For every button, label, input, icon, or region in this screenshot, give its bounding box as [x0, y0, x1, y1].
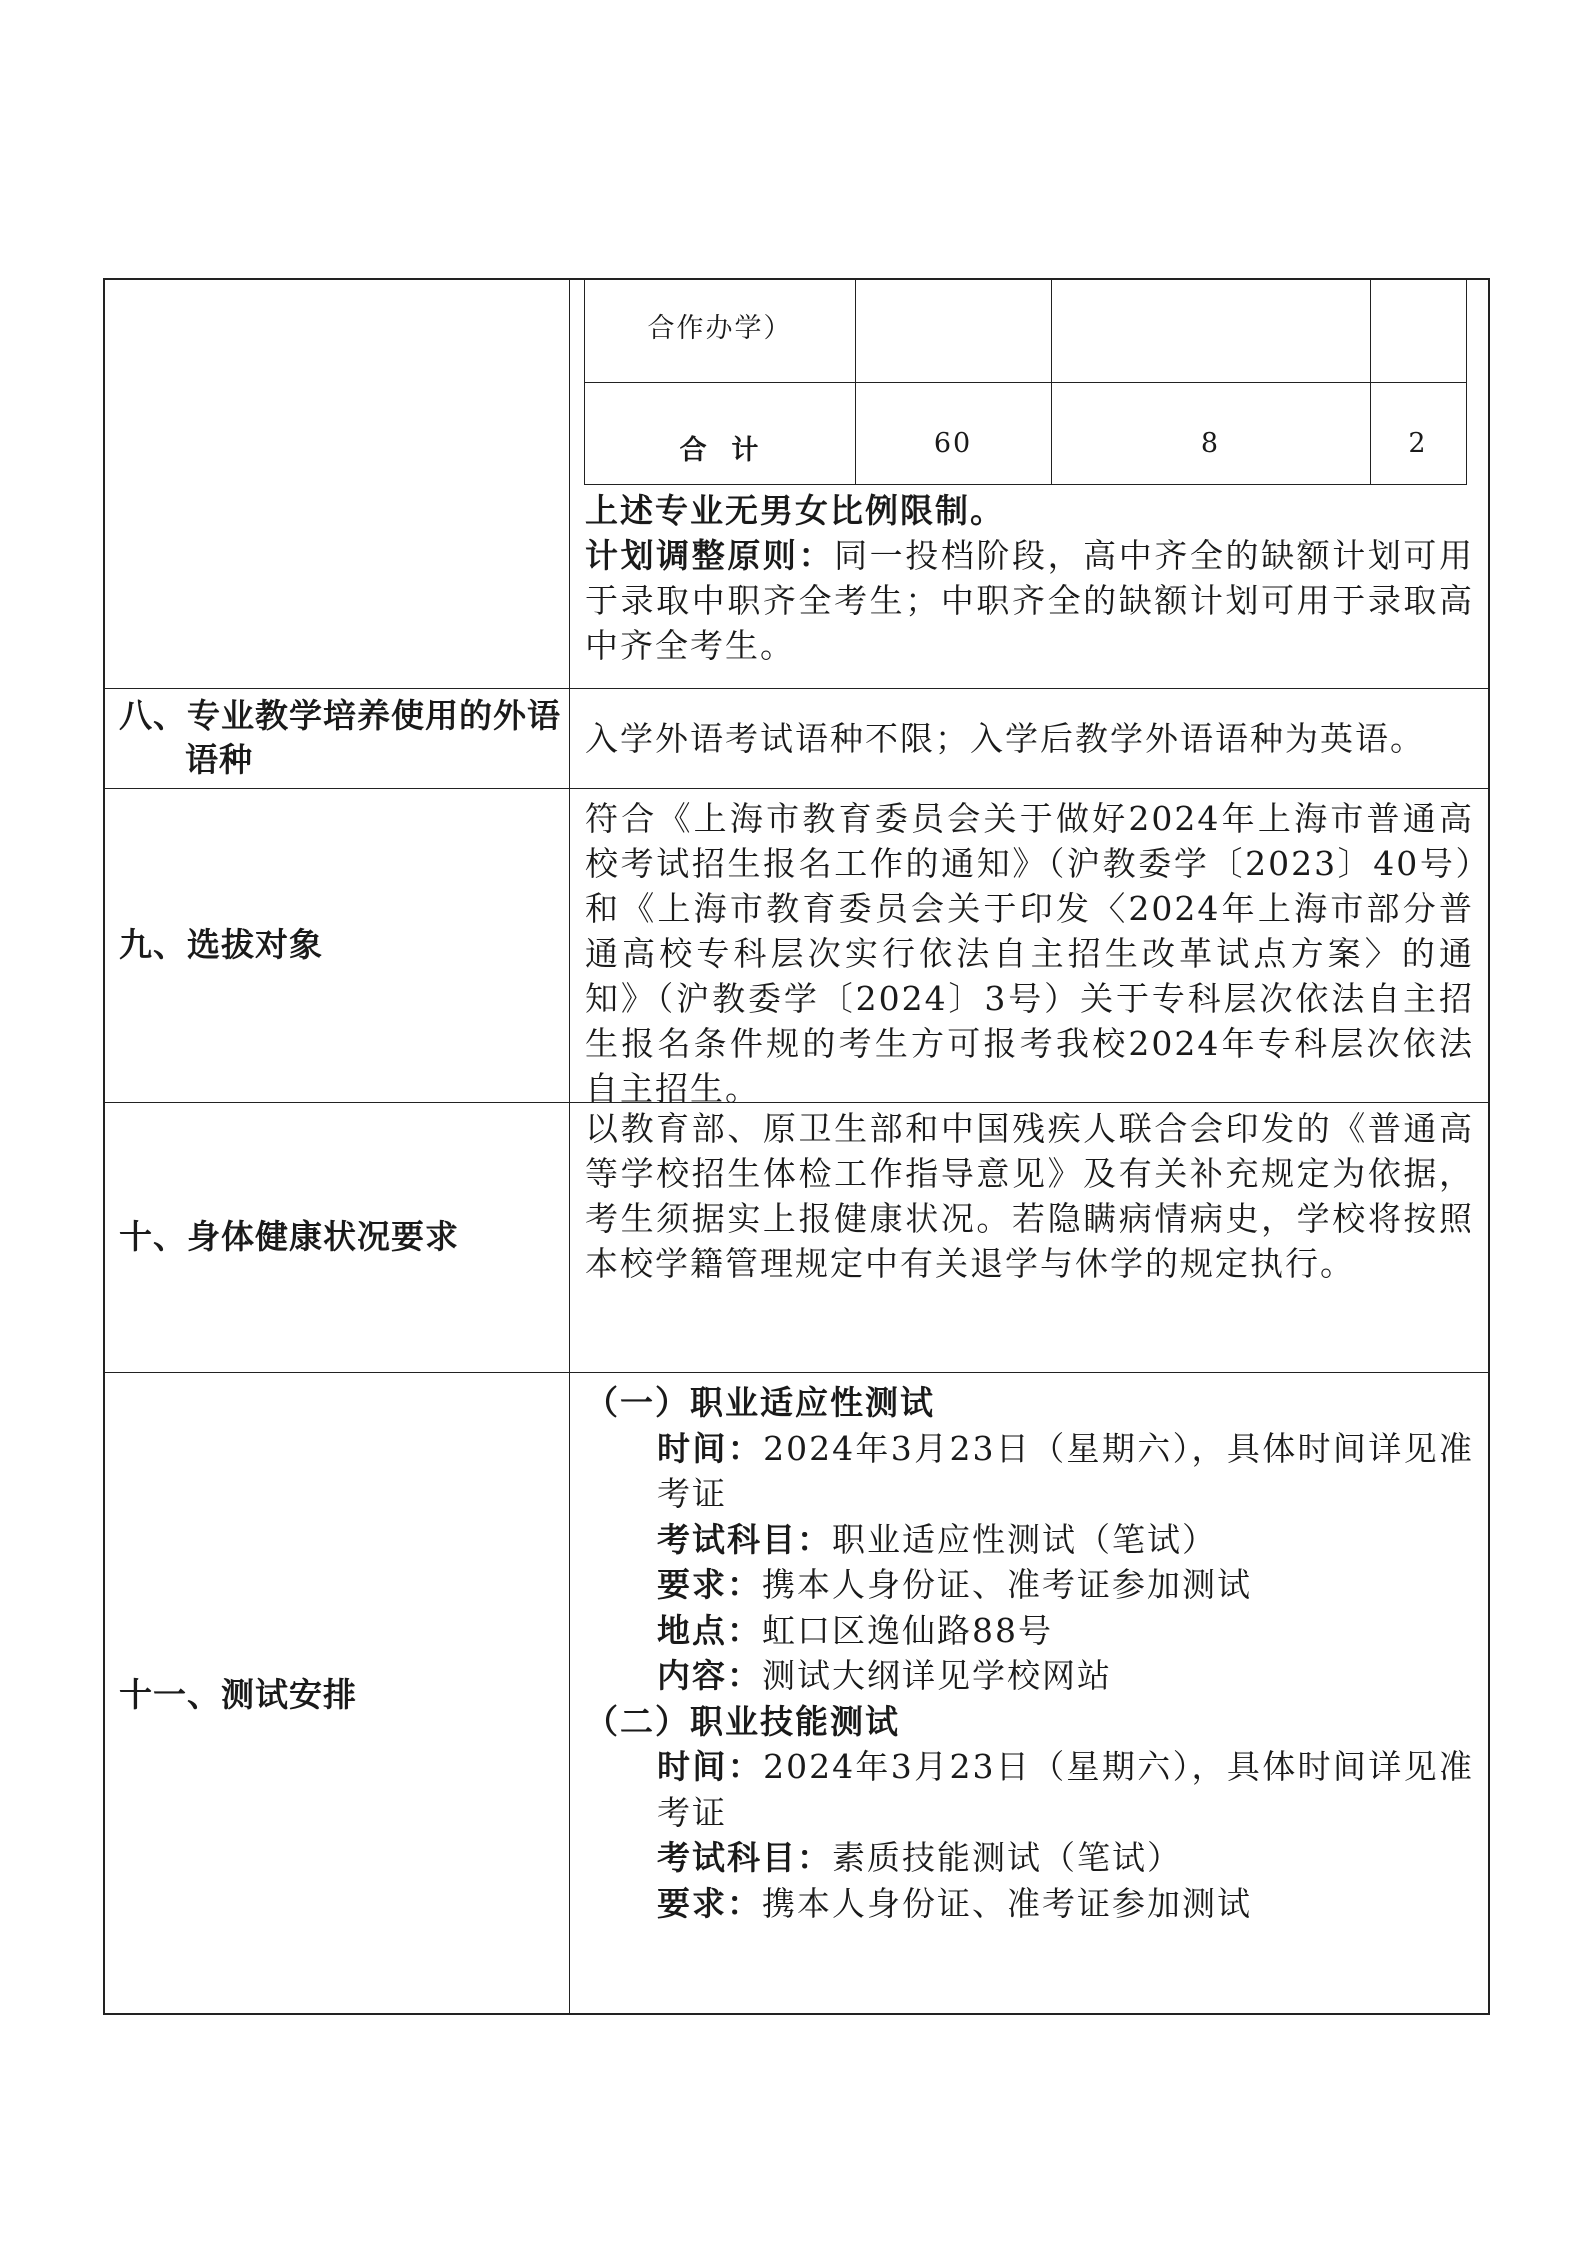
table-row-eligibility	[105, 788, 1488, 1108]
label-health: 十、身体健康状况要求	[119, 1217, 459, 1256]
label-language: 八、专业教学培养使用的外语 语种	[119, 696, 561, 779]
section-1-place: 地点：虹口区逸仙路88号	[657, 1610, 1053, 1650]
main-table	[103, 278, 1490, 2015]
table-row-test	[105, 1372, 1488, 2017]
table-row-plan	[105, 280, 1488, 688]
label-test: 十一、测试安排	[119, 1674, 357, 1714]
inner-cell-total-2: 8	[1200, 428, 1221, 459]
content-test	[571, 1380, 1488, 1926]
inner-quota-table	[584, 280, 1467, 485]
table-row-health	[105, 1102, 1488, 1372]
adjust-principle: 计划调整原则：同一投档阶段，高中齐全的缺额计划可用于录取中职齐全考生；中职齐全的缺额计划可用于录取高中齐全考生。	[585, 536, 1475, 665]
section-1-requirement: 要求：携本人身份证、准考证参加测试	[657, 1565, 1252, 1604]
content-language: 入学外语考试语种不限；入学后教学外语语种为英语。	[585, 718, 1425, 758]
section-2-time: 时间：2024年3月23日（星期六），具体时间详见准考证	[657, 1747, 1474, 1832]
content-eligibility: 符合《上海市教育委员会关于做好2024年上海市普通高校考试招生报名工作的通知》（沪教委学〔2023〕40号）和《上海市教育委员会关于印发〈2024年上海市部分普通高校专科层次实行依法自主招生改革试点方案〉的通知》（沪教委学〔2024〕3号）关于专科层次依法自主招生报名条件规的考生方可报考我校2024年专科层次依法自主招生。	[585, 799, 1474, 1108]
table-row-language	[105, 688, 1488, 788]
section-2-subject: 考试科目：素质技能测试（笔试）	[657, 1838, 1182, 1877]
inner-cell-total-3: 2	[1408, 428, 1428, 459]
content-health: 以教育部、原卫生部和中国残疾人联合会印发的《普通高等学校招生体检工作指导意见》及有关补充规定为依据，考生须据实上报健康状况。若隐瞒病情病史，学校将按照本校学籍管理规定中有关退学与休学的规定执行。	[585, 1109, 1474, 1283]
label-eligibility: 九、选拔对象	[119, 925, 323, 964]
inner-cell-total-1: 60	[933, 428, 973, 459]
inner-cell-major: 合作办学）	[647, 313, 793, 344]
section-2-title: （二）职业技能测试	[585, 1701, 900, 1741]
section-2-requirement: 要求：携本人身份证、准考证参加测试	[657, 1883, 1252, 1923]
section-1-time: 时间：2024年3月23日（星期六），具体时间详见准考证	[657, 1428, 1474, 1513]
section-1-subject: 考试科目：职业适应性测试（笔试）	[657, 1519, 1217, 1559]
plan-notes	[571, 488, 1488, 668]
inner-cell-total-label: 合 计	[679, 435, 761, 466]
section-1-title: （一）职业适应性测试	[585, 1383, 935, 1422]
section-1-content: 内容：测试大纲详见学校网站	[657, 1656, 1112, 1695]
gender-note: 上述专业无男女比例限制。	[585, 491, 1005, 530]
